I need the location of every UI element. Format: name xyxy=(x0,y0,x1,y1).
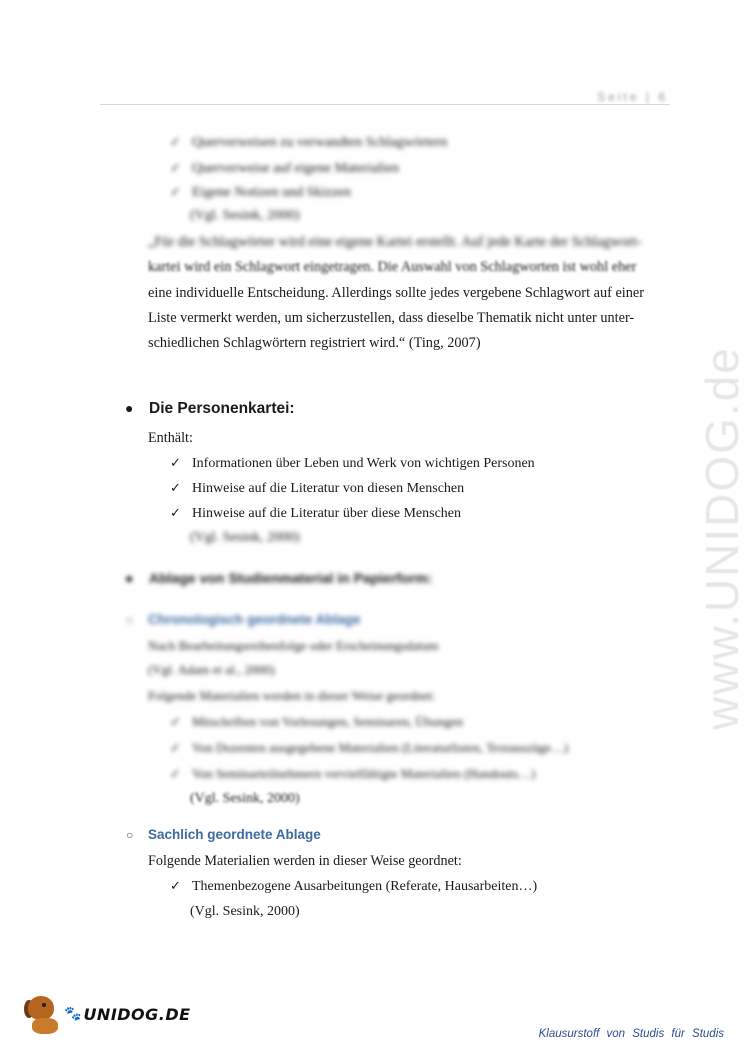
dog-logo-icon xyxy=(22,992,62,1036)
list-item-label: Eigene Notizen und Skizzen xyxy=(192,185,352,200)
citation: (Vgl. Sesink, 2000) xyxy=(190,904,300,919)
list-item-label: Hinweise auf die Literatur über diese Menschen xyxy=(192,506,462,521)
quote-line: „Für die Schlagwörter wird eine eigene Kartei erstellt. Auf jede Karte der Schlagwort- xyxy=(148,234,642,250)
list-item-label: Hinweise auf die Literatur von diesen Menschen xyxy=(192,481,465,496)
section-heading-label: Die Personenkartei: xyxy=(149,400,295,417)
citation: (Vgl. Adam et al., 2000) xyxy=(148,662,275,677)
section-heading xyxy=(125,570,432,586)
list-item xyxy=(170,455,535,473)
logo-brand-text: UNIDOG.DE xyxy=(83,1004,191,1024)
list-item-label: Informationen über Leben und Werk von wichtigen Personen xyxy=(192,456,535,471)
list-item-label: Themenbezogene Ausarbeitungen (Referate, Hausarbeiten…) xyxy=(192,879,538,894)
hollow-circle-icon: ○ xyxy=(126,828,134,842)
list-item xyxy=(170,713,463,732)
list-item xyxy=(170,134,447,152)
checkmark-icon: ✓ xyxy=(170,715,181,730)
checkmark-icon: ✓ xyxy=(170,767,181,782)
paw-icon: 🐾 xyxy=(64,1006,82,1022)
quote-line: kartei wird ein Schlagwort eingetragen. Die Auswahl von Schlagworten ist wohl eher xyxy=(148,259,637,275)
list-item-label: Von Seminarteilnehmern vervielfältigte Materialien (Handouts…) xyxy=(192,766,536,781)
watermark: www.UNIDOG.de xyxy=(696,346,748,730)
subsection-heading xyxy=(126,612,361,627)
checkmark-icon: ✓ xyxy=(170,741,181,756)
list-item xyxy=(170,878,537,896)
citation: (Vgl. Sesink, 2000) xyxy=(190,530,300,545)
page-number-label: Seite | 6 xyxy=(597,90,668,104)
checkmark-icon: ✓ xyxy=(170,161,181,176)
checkmark-icon: ✓ xyxy=(170,185,181,200)
checkmark-icon: ✓ xyxy=(170,456,181,471)
checkmark-icon: ✓ xyxy=(170,506,181,521)
intro-text: Enthält: xyxy=(148,430,193,446)
unidog-logo xyxy=(22,992,191,1036)
section-heading-label: Ablage von Studienmaterial in Papierform: xyxy=(149,570,433,586)
list-item xyxy=(170,480,464,498)
footer-tagline: Klausurstoff von Studis für Studis xyxy=(538,1028,724,1040)
quote-line: eine individuelle Entscheidung. Allerdings sollte jedes vergebene Schlagwort auf einer xyxy=(148,285,645,301)
section-heading xyxy=(125,400,295,418)
list-item xyxy=(170,160,399,178)
header-divider xyxy=(100,104,670,105)
bullet-dot-icon: ● xyxy=(125,570,134,586)
list-item xyxy=(170,505,461,523)
body-line: Folgende Materialien werden in dieser Weise geordnet: xyxy=(148,688,436,703)
citation: (Vgl. Sesink, 2000) xyxy=(190,208,300,223)
quote-line: Liste vermerkt werden, um sicherzustellen, dass dieselbe Thematik nicht unter unter- xyxy=(148,310,635,326)
subsection-heading-label: Sachlich geordnete Ablage xyxy=(148,827,321,842)
list-item xyxy=(170,739,568,758)
hollow-circle-icon: ○ xyxy=(126,613,134,627)
bullet-dot-icon: ● xyxy=(125,400,134,416)
checkmark-icon: ✓ xyxy=(170,879,181,894)
body-line: Folgende Materialien werden in dieser Weise geordnet: xyxy=(148,853,462,869)
citation: (Vgl. Sesink, 2000) xyxy=(190,791,300,806)
list-item xyxy=(170,184,351,202)
checkmark-icon: ✓ xyxy=(170,135,181,150)
list-item xyxy=(170,765,535,784)
subsection-heading xyxy=(126,827,321,842)
body-line: Nach Bearbeitungsreihenfolge oder Erscheinungsdatum xyxy=(148,638,439,653)
subsection-heading-label: Chronologisch geordnete Ablage xyxy=(148,612,361,627)
quote-line: schiedlichen Schlagwörtern registriert wird.“ (Ting, 2007) xyxy=(148,335,481,351)
list-item-label: Mitschriften von Vorlesungen, Seminaren, Übungen xyxy=(192,714,464,729)
checkmark-icon: ✓ xyxy=(170,481,181,496)
list-item-label: Querverweisen zu verwandten Schlagwörtern xyxy=(192,135,448,150)
list-item-label: Querverweise auf eigene Materialien xyxy=(192,161,400,176)
list-item-label: Von Dozenten ausgegebene Materialien (Literaturlisten, Textauszüge…) xyxy=(192,740,569,755)
